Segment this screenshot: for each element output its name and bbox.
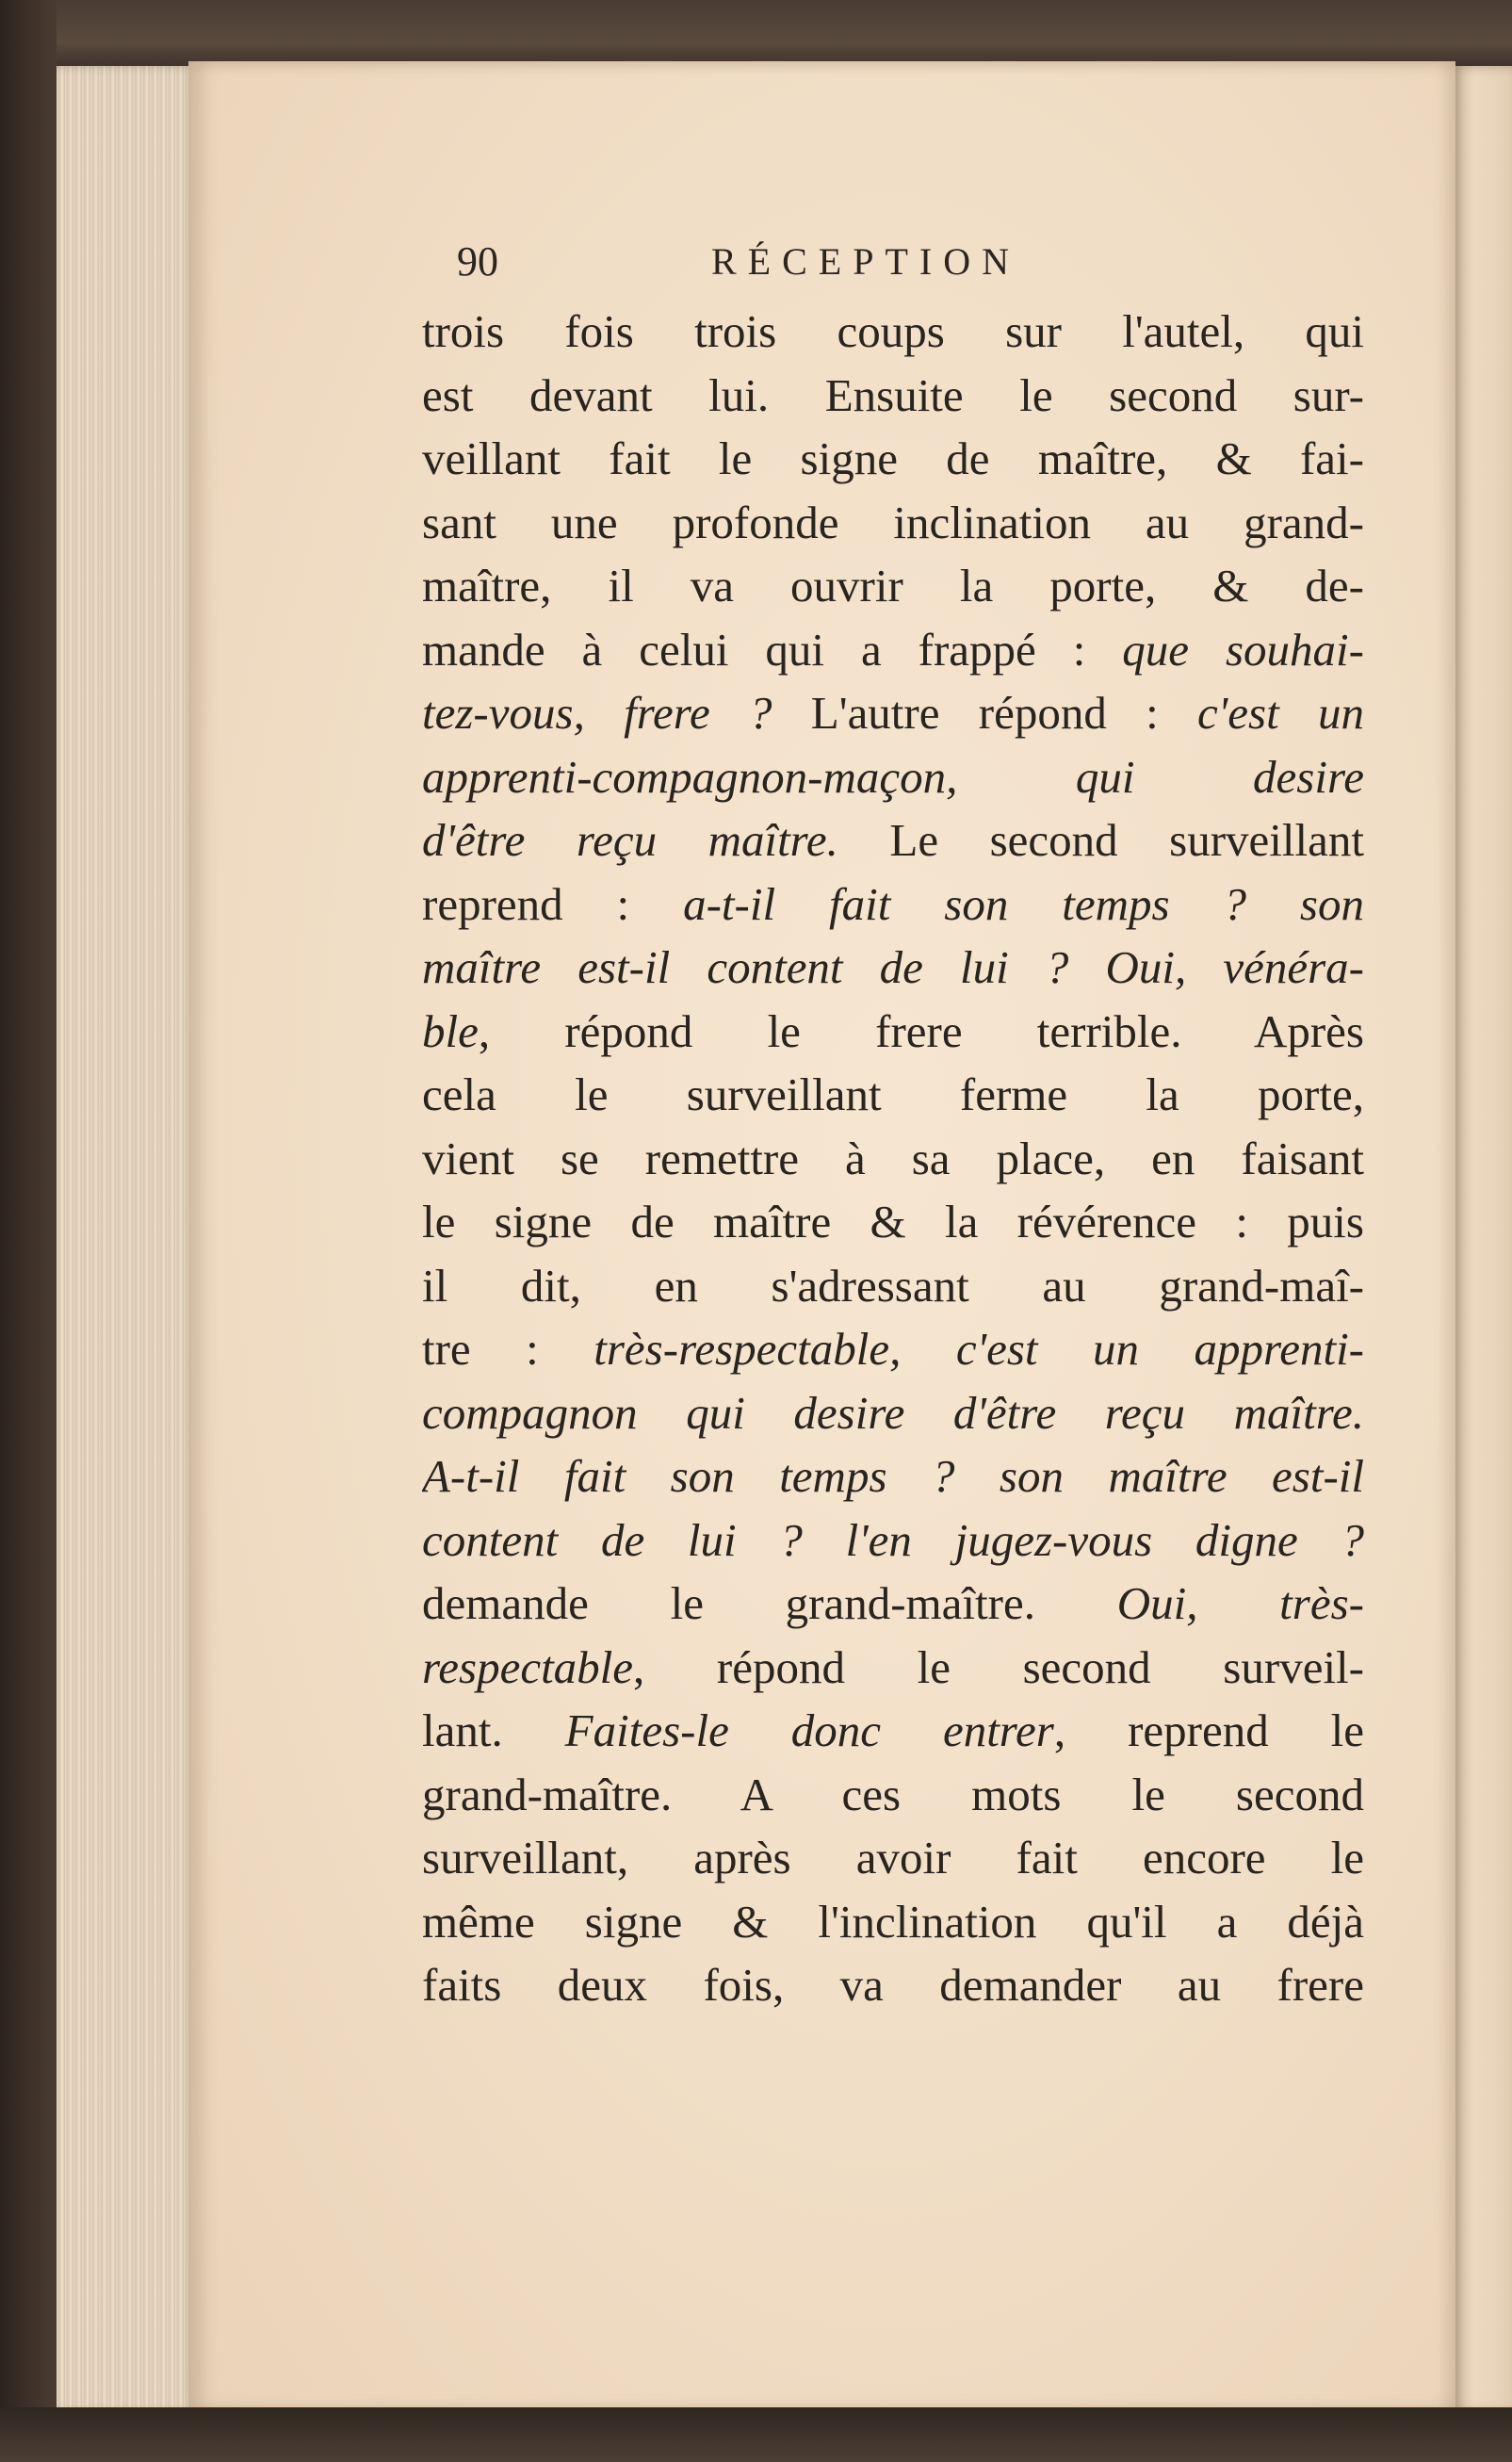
text-line — [422, 1572, 1364, 1636]
book-cover-bottom — [0, 2407, 1512, 2462]
facing-page-edge — [1451, 66, 1512, 2412]
text-line — [422, 1953, 1364, 2017]
italic-text-run: d'être reçu maître. — [422, 814, 838, 866]
book-cover-top — [0, 0, 1512, 71]
page-edges — [57, 66, 198, 2412]
text-run: est devant lui. Ensuite le second sur- — [422, 368, 1364, 421]
italic-text-run: Oui, très- — [1116, 1577, 1364, 1629]
text-line — [422, 1826, 1364, 1890]
text-line — [422, 1000, 1364, 1064]
text-run: le signe de maître & la révérence : puis — [422, 1196, 1364, 1247]
text-run: grand-maître. A ces mots le second — [422, 1768, 1364, 1820]
italic-text-run: que souhai- — [1122, 623, 1364, 676]
text-line — [422, 554, 1364, 618]
italic-text-run: content de lui ? l'en jugez-vous digne ? — [422, 1513, 1364, 1566]
italic-text-run: c'est un — [1197, 687, 1364, 739]
body-text — [422, 300, 1364, 2017]
page-number: 90 — [457, 238, 498, 285]
text-line — [422, 1763, 1364, 1827]
text-run: , reprend le — [1053, 1704, 1364, 1756]
text-line — [422, 681, 1364, 745]
italic-text-run: A-t-il fait son temps ? son maître est-il — [422, 1450, 1364, 1502]
text-line — [422, 427, 1364, 491]
italic-text-run: tez-vous, frere ? — [422, 687, 772, 739]
text-line — [422, 364, 1364, 428]
text-line — [422, 1699, 1364, 1763]
text-run: même signe & l'inclination qu'il a déjà — [422, 1895, 1364, 1948]
text-line — [422, 1508, 1364, 1573]
text-run: , répond le second surveil- — [633, 1640, 1364, 1693]
italic-text-run: a-t-il fait son temps ? son — [683, 877, 1364, 930]
italic-text-run: compagnon qui desire d'être reçu maître. — [422, 1386, 1364, 1439]
italic-text-run: ble — [422, 1004, 479, 1057]
text-run: Le second surveillant — [837, 814, 1364, 866]
italic-text-run: apprenti-compagnon-maçon, qui desire — [422, 750, 1364, 803]
text-line — [422, 1254, 1364, 1318]
text-line — [422, 808, 1364, 872]
text-line — [422, 618, 1364, 682]
italic-text-run: Faites-le donc entrer — [564, 1704, 1054, 1756]
text-run: cela le surveillant ferme la porte, — [422, 1068, 1364, 1120]
text-run: reprend : — [422, 877, 684, 930]
italic-text-run: respectable — [422, 1640, 634, 1693]
text-run: maître, il va ouvrir la porte, & de- — [422, 560, 1364, 611]
running-title: RÉCEPTION — [711, 240, 1020, 283]
text-run: demande le grand-maître. — [422, 1577, 1117, 1629]
text-run: tre : — [422, 1323, 594, 1375]
text-line — [422, 872, 1364, 937]
page-header — [457, 234, 1192, 290]
text-run: mande à celui qui a frappé : — [422, 623, 1123, 676]
text-line — [422, 745, 1364, 809]
text-line — [422, 936, 1364, 1000]
text-line — [422, 1636, 1364, 1700]
text-run: vient se remettre à sa place, en faisant — [422, 1132, 1364, 1184]
text-line — [422, 1317, 1364, 1381]
text-line — [422, 1063, 1364, 1127]
text-line — [422, 1890, 1364, 1954]
text-line — [422, 491, 1364, 555]
text-line — [422, 1127, 1364, 1191]
text-run: L'autre répond : — [772, 687, 1198, 739]
text-line — [422, 1444, 1364, 1508]
text-line — [422, 300, 1364, 364]
text-run: surveillant, après avoir fait encore le — [422, 1832, 1364, 1883]
text-run: veillant fait le signe de maître, & fai- — [422, 432, 1364, 484]
text-line — [422, 1190, 1364, 1254]
text-line — [422, 1381, 1364, 1445]
book-cover-left — [0, 0, 57, 2462]
italic-text-run: très-respectable, c'est un apprenti- — [593, 1323, 1364, 1375]
text-run: faits deux fois, va demander au frere — [422, 1959, 1364, 2011]
text-run: lant. — [422, 1704, 565, 1756]
text-run: il dit, en s'adressant au grand-maî- — [422, 1259, 1364, 1312]
text-run: , répond le frere terrible. Après — [478, 1004, 1364, 1057]
text-run: trois fois trois coups sur l'autel, qui — [422, 305, 1364, 357]
italic-text-run: maître est-il content de lui ? Oui, vénéra- — [422, 941, 1364, 993]
text-run: sant une profonde inclination au grand- — [422, 496, 1364, 548]
